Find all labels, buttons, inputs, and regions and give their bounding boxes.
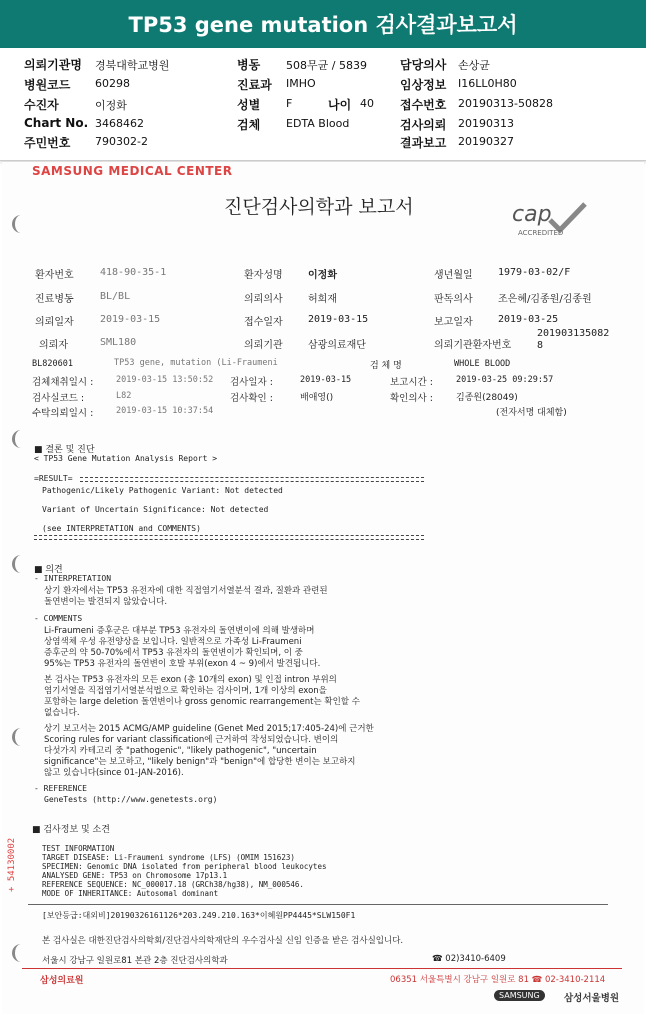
header-brand: SAMSUNG MEDICAL CENTER xyxy=(32,164,233,178)
report-title-bar xyxy=(0,0,646,48)
meta-row: 주민번호 xyxy=(24,136,71,150)
patient-value: 418-90-35-1 xyxy=(100,267,167,278)
patient-label: 판독의사 xyxy=(434,294,473,305)
section3-title: ■ 검사정보 및 소견 xyxy=(32,825,110,835)
footer-divider xyxy=(28,904,608,905)
result-divider xyxy=(80,477,424,482)
meta-value: 3468462 xyxy=(95,117,144,130)
test-info-line: ANALYSED GENE: TP53 on Chromosome 17p13.1 xyxy=(42,871,228,880)
meta-value: F xyxy=(286,97,293,110)
time-label: 보고시간 : xyxy=(390,377,433,388)
comments-line: 증후군의 약 50-70%에서 TP53 유전자의 돌연변이가 확인되며, 이 중 xyxy=(44,648,303,658)
meta-value: 손상균 xyxy=(458,59,490,72)
result-divider xyxy=(34,535,424,540)
interpretation-head: - INTERPRETATION xyxy=(34,574,112,583)
patient-label: 접수일자 xyxy=(244,317,283,328)
patient-value: BL/BL xyxy=(100,291,131,302)
meta-value: IMHO xyxy=(286,77,316,90)
footer-left-brand: 삼성의료원 xyxy=(40,976,84,986)
meta-value: 60298 xyxy=(95,77,130,90)
signature-note: (전자서명 대체함) xyxy=(496,408,567,418)
section1-title: ■ 결론 및 진단 xyxy=(34,445,95,455)
patient-value: 2019-03-15 xyxy=(100,314,161,325)
interpretation-line: 돌연변이는 발견되지 않았습니다. xyxy=(44,597,168,607)
meta-row: 나이 xyxy=(328,98,352,112)
result-line: (see INTERPRETATION and COMMENTS) xyxy=(42,524,201,533)
patient-value: 1979-03-02/F xyxy=(498,267,571,278)
patient-label: 의뢰자 xyxy=(39,340,68,351)
meta-row: 임상정보 xyxy=(400,78,447,92)
time-label: 검사일자 : xyxy=(230,377,273,388)
patient-value: SML180 xyxy=(100,337,137,348)
specimen-label: 검 체 명 xyxy=(370,361,402,371)
footer-address: 06351 서울특별시 강남구 일원로 81 ☎ 02-3410-2114 xyxy=(390,975,606,985)
reference-head: - REFERENCE xyxy=(34,784,87,793)
test-info-line: TEST INFORMATION xyxy=(42,844,115,853)
patient-label: 의뢰기관 xyxy=(244,340,283,351)
test-info-line: REFERENCE SEQUENCE: NC_000017.18 (GRCh38/hg38), NM_000546. xyxy=(42,880,304,889)
print-info: [보안등급:대외비]20190326161126*203.249.210.163*이혜원PP4445*SLW150F1 xyxy=(42,911,356,920)
comments-line: Scoring rules for variant classification에 근거하여 작성되었습니다. 변이의 xyxy=(44,735,339,745)
comments-head: - COMMENTS xyxy=(34,614,83,623)
meta-row: 담당의사 xyxy=(400,58,447,72)
report-title: TP53 gene mutation 검사결과보고서 xyxy=(128,13,518,37)
meta-value: 20190313-50828 xyxy=(458,97,553,110)
time-value: 2019-03-15 10:37:54 xyxy=(116,406,214,416)
comments-line: 본 검사는 TP53 유전자의 모든 exon (총 10개의 exon) 및 인접 intron 부위의 xyxy=(44,675,337,685)
meta-row: 성별 xyxy=(237,98,261,112)
comments-line: 상염색체 우성 유전양상을 보입니다. 일반적으로 가족성 Li-Fraumeni xyxy=(44,637,302,647)
footer-rule xyxy=(22,968,622,969)
binder-hole xyxy=(12,944,29,962)
time-value: 김종원(28049) xyxy=(456,393,518,403)
comments-line: 포함하는 large deletion 돌연변이나 gross genomic rearrangement는 확인할 수 xyxy=(44,697,360,707)
binder-hole xyxy=(12,215,29,233)
comments-line: 상기 보고서는 2015 ACMG/AMP guideline (Genet Med 2015;17:405-24)에 근거한 xyxy=(44,724,374,734)
patient-label: 의뢰의사 xyxy=(244,294,283,305)
meta-value: 20190313 xyxy=(458,117,514,130)
meta-value: 790302-2 xyxy=(95,135,148,148)
test-name: TP53 gene, mutation (Li-Fraumeni xyxy=(114,358,278,368)
reference-line: GeneTests (http://www.genetests.org) xyxy=(44,795,218,804)
section2-title: ■ 의견 xyxy=(34,565,63,575)
doc-title: 진단검사의학과 보고서 xyxy=(224,196,414,218)
patient-label: 의뢰일자 xyxy=(35,317,74,328)
patient-value: 이정화 xyxy=(308,270,337,281)
time-value: 2019-03-15 13:50:52 xyxy=(116,375,214,385)
interpretation-line: 상기 환자에서는 TP53 유전자에 대한 직접염기서열분석 결과, 질환과 관련된 xyxy=(44,586,328,596)
time-label: 검체채취일시 : xyxy=(32,377,94,388)
comments-line: 다섯가지 카테고리 중 "pathogenic", "likely pathogenic", "uncertain xyxy=(44,746,317,756)
patient-value: 2019-03-25 xyxy=(498,314,559,325)
test-code: BL820601 xyxy=(32,359,73,369)
patient-label: 진료병동 xyxy=(35,294,74,305)
footer-brand-box: SAMSUNG xyxy=(494,990,545,1001)
meta-row: Chart No. xyxy=(24,116,89,130)
test-info-line: TARGET DISEASE: Li-Fraumeni syndrome (LFS) (OMIM 151623) xyxy=(42,853,295,862)
side-stamp: + 54130002 xyxy=(7,837,17,892)
meta-row: 진료과 xyxy=(237,78,272,92)
result-head: =RESULT= xyxy=(34,474,73,483)
patient-label: 의뢰기관환자번호 xyxy=(434,340,512,351)
meta-value: 20190327 xyxy=(458,135,514,148)
meta-value: 508무균 / 5839 xyxy=(286,59,367,72)
time-label: 확인의사 : xyxy=(390,393,433,404)
meta-row: 접수번호 xyxy=(400,98,447,112)
specimen-value: WHOLE BLOOD xyxy=(454,359,511,369)
footer-brand: 삼성서울병원 xyxy=(564,993,620,1004)
meta-row: 결과보고 xyxy=(400,136,447,150)
meta-value: 경북대학교병원 xyxy=(95,59,170,72)
comments-line: 염기서열을 직접염기서열분석법으로 확인하는 검사이며, 1개 이상의 exon을 xyxy=(44,686,327,696)
meta-row: 병원코드 xyxy=(24,78,71,92)
meta-row: 수진자 xyxy=(24,98,59,112)
patient-value: 조은혜/김종원/김종원 xyxy=(498,294,592,305)
result-line: Variant of Uncertain Significance: Not detected xyxy=(42,505,269,514)
section1-subtitle: < TP53 Gene Mutation Analysis Report > xyxy=(34,454,218,463)
cap-accredited-logo: cap ACCREDITED xyxy=(510,200,590,240)
meta-value: 40 xyxy=(360,97,374,110)
meta-value: I16LL0H80 xyxy=(458,77,517,90)
meta-row: 의뢰기관명 xyxy=(24,58,82,72)
lab-phone: ☎ 02)3410-6409 xyxy=(432,954,506,964)
meta-row: 검체 xyxy=(237,118,261,132)
result-line: Pathogenic/Likely Pathogenic Variant: Not detected xyxy=(42,486,283,495)
time-label: 검사확인 : xyxy=(230,393,273,404)
patient-value: 201903135082 8 xyxy=(537,328,610,351)
test-info-line: MODE OF INHERITANCE: Autosomal dominant xyxy=(42,889,219,898)
meta-value: EDTA Blood xyxy=(286,117,350,130)
comments-line: 않고 있습니다(since 01-JAN-2016). xyxy=(44,768,184,778)
patient-value: 허희재 xyxy=(308,294,337,305)
time-value: L82 xyxy=(116,391,132,401)
patient-label: 보고일자 xyxy=(434,317,473,328)
binder-hole xyxy=(12,430,29,448)
patient-value: 삼광의료재단 xyxy=(308,340,366,351)
time-value: 2019-03-15 xyxy=(300,375,352,385)
lab-address: 서울시 강남구 일원로81 본관 2층 진단검사의학과 xyxy=(42,956,228,966)
binder-hole xyxy=(12,728,29,746)
meta-value: 이정화 xyxy=(95,99,127,112)
time-label: 검사실코드 : xyxy=(32,393,85,404)
scanned-report xyxy=(2,162,644,1014)
comments-line: 없습니다. xyxy=(44,708,80,718)
patient-meta-panel xyxy=(0,48,646,161)
comments-line: significance"는 보고하고, "likely benign"과 "benign"에 합당한 변이는 보고하지 xyxy=(44,757,356,767)
patient-value: 2019-03-15 xyxy=(308,314,369,325)
time-value: 2019-03-25 09:29:57 xyxy=(456,375,554,385)
binder-hole xyxy=(12,555,29,573)
time-value: 배애영() xyxy=(300,393,334,403)
patient-label: 환자성명 xyxy=(244,270,283,281)
certification-note: 본 검사실은 대한진단검사의학회/진단검사의학재단의 우수검사실 신임 인증을 받은 검사실입니다. xyxy=(42,936,404,946)
patient-label: 환자번호 xyxy=(35,270,74,281)
test-info-line: SPECIMEN: Genomic DNA isolated from peripheral blood leukocytes xyxy=(42,862,327,871)
comments-line: 95%는 TP53 유전자의 돌연변이 호발 부위(exon 4 ~ 9)에서 발견됩니다. xyxy=(44,659,321,669)
patient-label: 생년월일 xyxy=(434,270,473,281)
meta-row: 병동 xyxy=(237,58,261,72)
meta-row: 검사의뢰 xyxy=(400,118,447,132)
comments-line: Li-Fraumeni 증후군은 대부분 TP53 유전자의 돌연변이에 의해 발생하며 xyxy=(44,626,315,636)
time-label: 수탁의뢰일시 : xyxy=(32,408,94,419)
